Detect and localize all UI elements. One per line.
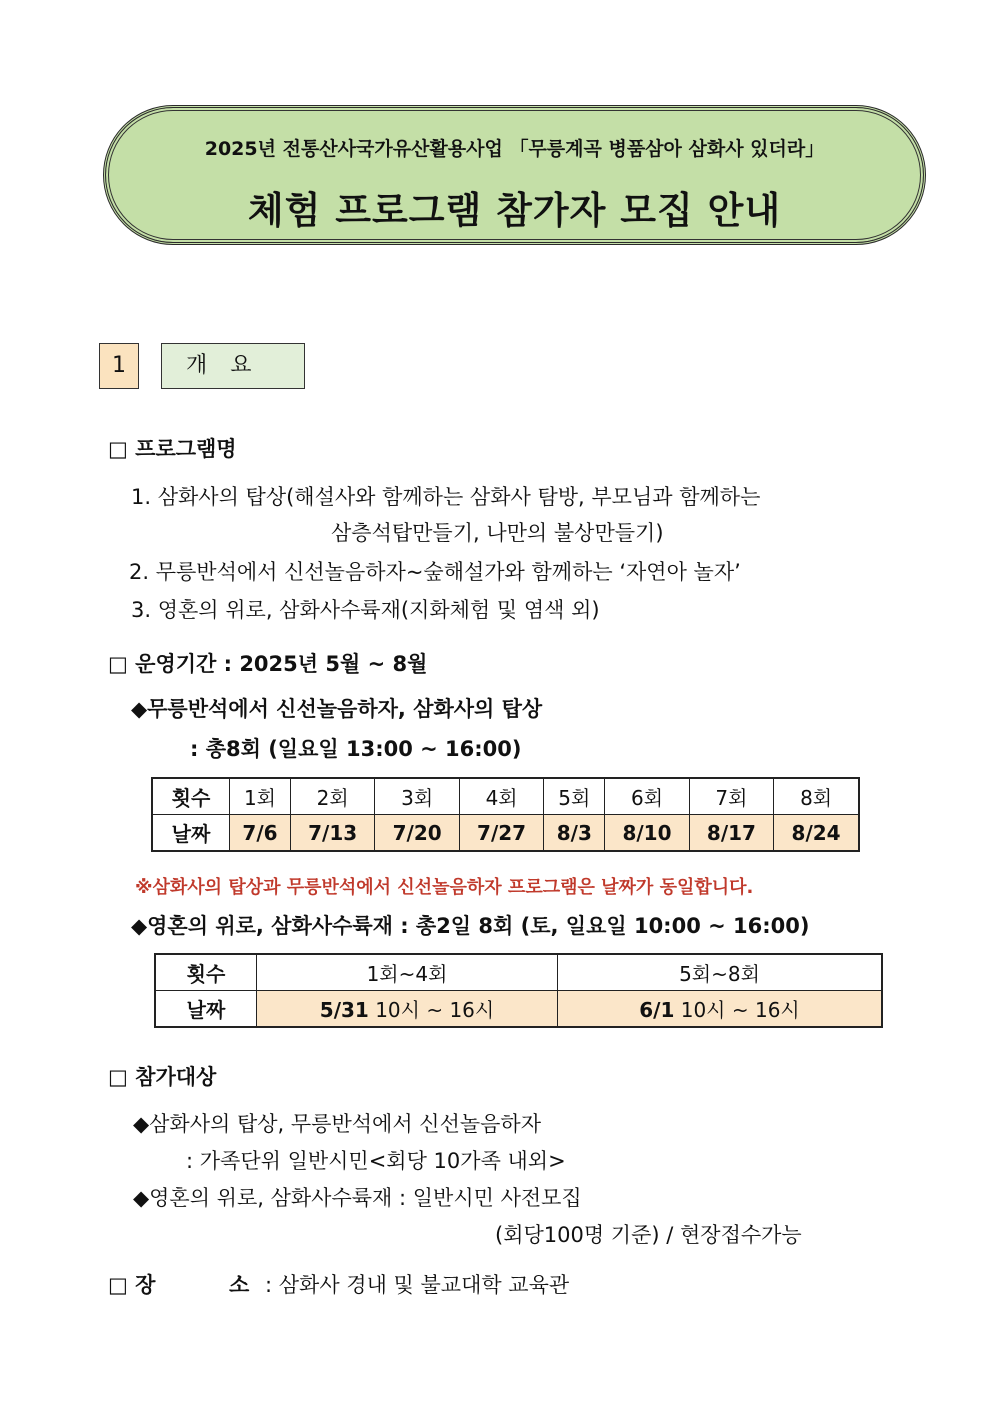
- target-sub1-detail: : 가족단위 일반시민<회당 10가족 내외>: [186, 1149, 566, 1173]
- table-cell: 8/3: [544, 815, 605, 852]
- table-row: [155, 991, 882, 1028]
- table-cell: 7/20: [375, 815, 459, 852]
- table-cell: 8/10: [605, 815, 689, 852]
- table-cell: 7회: [689, 778, 773, 815]
- table-cell: 5회~8회: [558, 954, 883, 991]
- table-cell: 1회~4회: [257, 954, 558, 991]
- table-row: [152, 815, 859, 852]
- same-date-note: ※삼화사의 탑상과 무릉반석에서 신선놀음하자 프로그램은 날짜가 동일합니다.: [135, 877, 754, 898]
- program-item-1-cont: 삼층석탑만들기, 나만의 불상만들기): [331, 521, 664, 545]
- program-item-2: 2. 무릉반석에서 신선놀음하자~숲해설가와 함께하는 ‘자연아 놀자’: [129, 560, 741, 584]
- table-cell: 7/6: [230, 815, 291, 852]
- table-cell: 7/27: [459, 815, 543, 852]
- table-cell: 1회: [230, 778, 291, 815]
- schedule-table-1: [151, 777, 860, 852]
- table-cell: 2회: [290, 778, 374, 815]
- table-cell: [257, 991, 558, 1028]
- table-row: [152, 778, 859, 815]
- period-heading: □ 운영기간 : 2025년 5월 ~ 8월: [108, 652, 428, 676]
- time-range: 10시 ~ 16시: [375, 998, 495, 1022]
- table-cell: 8회: [774, 778, 859, 815]
- table-cell: 7/13: [290, 815, 374, 852]
- program-item-1: 1. 삼화사의 탑상(해설사와 함께하는 삼화사 탐방, 부모님과 함께하는: [131, 485, 761, 509]
- title-banner: [103, 105, 926, 245]
- row-header-date: 날짜: [152, 815, 230, 852]
- target-heading: □ 참가대상: [108, 1065, 217, 1089]
- schedule-table-2: [154, 953, 883, 1028]
- date-bold: 5/31: [319, 998, 369, 1022]
- place-heading: □ 장: [108, 1273, 156, 1297]
- place-value: : 삼화사 경내 및 불교대학 교육관: [265, 1273, 570, 1297]
- target-sub2: ◆영혼의 위로, 삼화사수륙재 : 일반시민 사전모집: [133, 1186, 582, 1210]
- section-title: 개 요: [161, 343, 305, 389]
- table-cell: 6회: [605, 778, 689, 815]
- banner-title: 체험 프로그램 참가자 모집 안내: [247, 189, 782, 232]
- period-sub2: ◆영혼의 위로, 삼화사수륙재 : 총2일 8회 (토, 일요일 10:00 ~ 16:00): [131, 914, 810, 938]
- table-row: [155, 954, 882, 991]
- row-header-count: 횟수: [155, 954, 257, 991]
- period-sub1: ◆무릉반석에서 신선놀음하자, 삼화사의 탑상: [131, 697, 543, 721]
- program-name-heading: □ 프로그램명: [108, 437, 237, 461]
- section-number: 1: [99, 343, 139, 389]
- target-sub1: ◆삼화사의 탑상, 무릉반석에서 신선놀음하자: [133, 1112, 541, 1136]
- table-cell: [558, 991, 883, 1028]
- row-header-count: 횟수: [152, 778, 230, 815]
- target-sub2-detail: (회당100명 기준) / 현장접수가능: [495, 1223, 802, 1247]
- table-cell: 8/17: [689, 815, 773, 852]
- table-cell: 4회: [459, 778, 543, 815]
- row-header-date: 날짜: [155, 991, 257, 1028]
- table-cell: 5회: [544, 778, 605, 815]
- place-heading-end: 소: [229, 1273, 250, 1297]
- table-cell: 3회: [375, 778, 459, 815]
- program-item-3: 3. 영혼의 위로, 삼화사수륙재(지화체험 및 염색 외): [131, 598, 600, 622]
- banner-subtitle: 2025년 전통산사국가유산활용사업 「무릉계곡 병품삼아 삼화사 있더라」: [204, 138, 825, 160]
- date-bold: 6/1: [639, 998, 675, 1022]
- table-cell: 8/24: [774, 815, 859, 852]
- period-sub1-detail: : 총8회 (일요일 13:00 ~ 16:00): [190, 737, 522, 761]
- time-range: 10시 ~ 16시: [680, 998, 800, 1022]
